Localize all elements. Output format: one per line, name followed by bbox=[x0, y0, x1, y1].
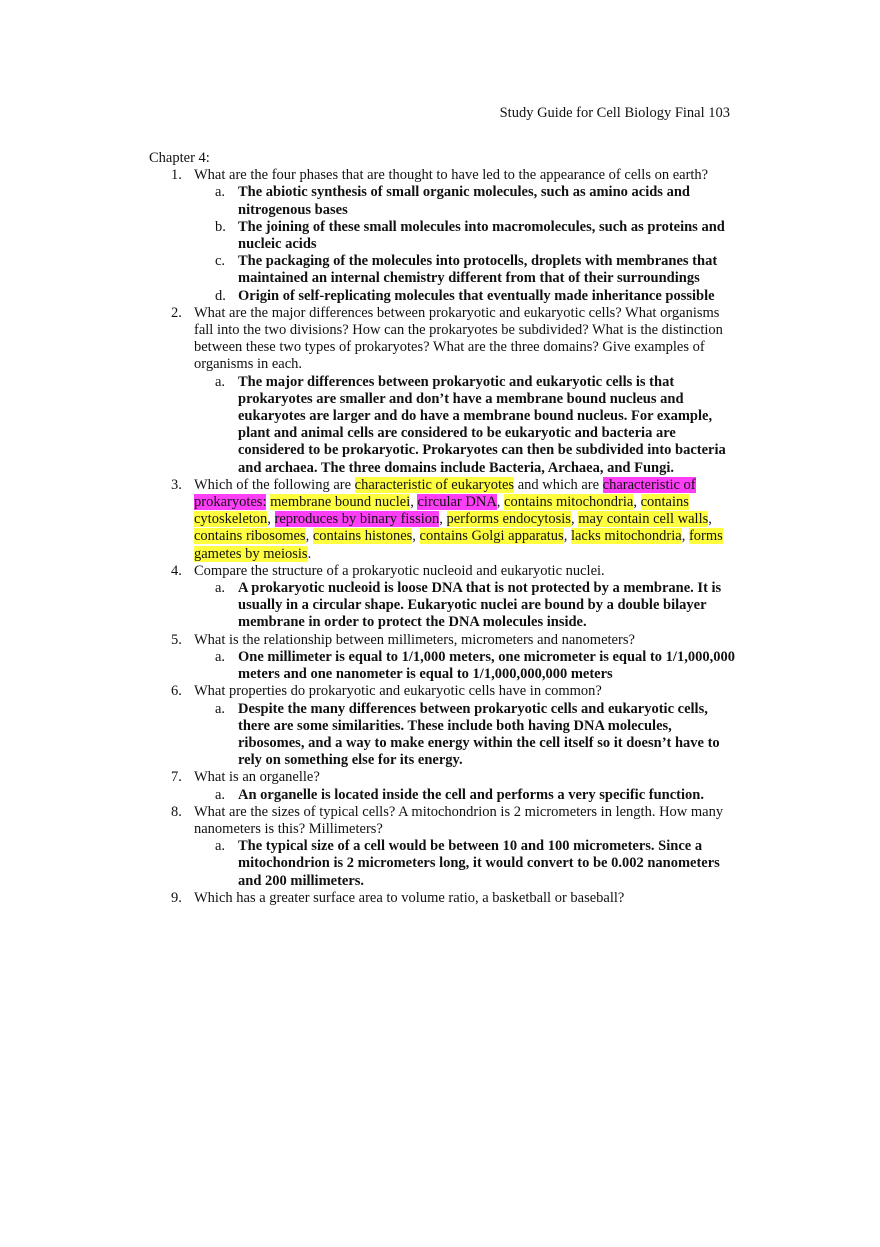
question-item bbox=[149, 477, 737, 563]
answer-text: A prokaryotic nucleoid is loose DNA that is not protected by a membrane. It is usually in a circular shape. Eukaryotic nuclei are bound by a double bilayer membrane in order to protect the DNA molecules inside. bbox=[238, 580, 722, 631]
question-number: 5. bbox=[171, 631, 182, 648]
question-text-segment: , bbox=[563, 528, 571, 545]
question-number: 6. bbox=[171, 683, 182, 700]
highlight-yellow: contains mitochondria bbox=[504, 494, 634, 511]
answer-letter: a. bbox=[215, 786, 226, 803]
answer-list bbox=[194, 701, 737, 770]
highlight-magenta: circular DNA bbox=[417, 494, 497, 511]
question-text: What properties do prokaryotic and eukaryotic cells have in common? bbox=[194, 683, 602, 700]
answer-text: The major differences between prokaryotic and eukaryotic cells is that prokaryotes are smaller and don’t have a membrane bound nucleus and eukaryotes are larger and do have a membrane bound nucleus. For example, plant and animal cells are considered to be eukaryotic and bacteria are considered to be prokaryotic. Prokaryotes can then be subdivided into bacteria and archaea. The three domains include Bacteria, Archaea, and Fungi. bbox=[238, 373, 726, 476]
question-text: What are the major differences between prokaryotic and eukaryotic cells? What organisms fall into the two divisions? How can the prokaryotes be subdivided? What is the distinction between these two types of prokaryotes? What are the three domains? Give examples of organisms in each. bbox=[194, 304, 723, 373]
page-header: Study Guide for Cell Biology Final 103 bbox=[499, 105, 730, 121]
answer-letter: c. bbox=[215, 253, 226, 270]
answer-list bbox=[194, 374, 737, 477]
question-text-segment: , bbox=[439, 511, 447, 528]
question-text: Compare the structure of a prokaryotic nucleoid and eukaryotic nuclei. bbox=[194, 562, 605, 579]
answer-text: Despite the many differences between prokaryotic cells and eukaryotic cells, there are some similarities. These include both having DNA molecules, ribosomes, and a way to make energy within the cell itself so it doesn’t have to rely on something else for its energy. bbox=[238, 700, 720, 769]
highlight-yellow: lacks mitochondria bbox=[570, 528, 682, 545]
highlight-yellow: contains ribosomes bbox=[194, 528, 306, 545]
answer-list bbox=[194, 649, 737, 683]
question-text: What is an organelle? bbox=[194, 769, 320, 786]
answer-letter: a. bbox=[215, 700, 226, 717]
question-text-segment: , bbox=[496, 494, 505, 511]
answer-letter: a. bbox=[215, 580, 226, 597]
question-text-highlighted bbox=[194, 477, 723, 562]
question-text: What are the four phases that are thought to have led to the appearance of cells on earth? bbox=[194, 167, 709, 184]
question-number: 1. bbox=[171, 167, 182, 184]
question-number: 3. bbox=[171, 476, 182, 493]
answer-text: One millimeter is equal to 1/1,000 meters, one micrometer is equal to 1/1,000,000 meters and one nanometer is equal to 1/1,000,000,000 meters bbox=[238, 648, 735, 683]
answer-list bbox=[194, 580, 737, 632]
question-text-segment: , bbox=[708, 511, 712, 528]
highlight-yellow: contains Golgi apparatus bbox=[419, 528, 564, 545]
question-text-segment: , bbox=[633, 494, 641, 511]
question-text: Which has a greater surface area to volume ratio, a basketball or baseball? bbox=[194, 889, 625, 906]
answer-letter: a. bbox=[215, 648, 226, 665]
question-item bbox=[149, 683, 737, 769]
highlight-yellow: forms gametes by meiosis bbox=[194, 528, 723, 562]
question-text-segment: . bbox=[307, 545, 312, 562]
answer-item bbox=[194, 288, 737, 305]
highlight-magenta: reproduces by binary fission bbox=[274, 511, 440, 528]
highlight-yellow: contains cytoskeleton bbox=[194, 494, 689, 528]
question-text-segment: Which of the following are bbox=[194, 476, 355, 493]
question-number: 4. bbox=[171, 562, 182, 579]
question-text-segment: and which are bbox=[514, 476, 603, 493]
question-text-segment: , bbox=[570, 511, 579, 528]
answer-letter: a. bbox=[215, 838, 226, 855]
highlight-yellow: performs endocytosis bbox=[446, 511, 571, 528]
question-text: What is the relationship between millimeters, micrometers and nanometers? bbox=[194, 631, 635, 648]
question-list bbox=[149, 167, 737, 907]
answer-item bbox=[194, 580, 737, 632]
question-text-segment: , bbox=[410, 494, 418, 511]
question-number: 8. bbox=[171, 803, 182, 820]
answer-list bbox=[194, 838, 737, 890]
answer-letter: b. bbox=[215, 218, 226, 235]
answer-item bbox=[194, 649, 737, 683]
answer-item bbox=[194, 219, 737, 253]
question-text-segment: , bbox=[681, 528, 689, 545]
answer-list bbox=[194, 184, 737, 304]
answer-item bbox=[194, 374, 737, 477]
highlight-magenta: characteristic of prokaryotes: bbox=[194, 476, 696, 511]
question-item bbox=[149, 769, 737, 803]
answer-item bbox=[194, 701, 737, 770]
answer-item bbox=[194, 838, 737, 890]
highlight-yellow: may contain cell walls bbox=[578, 511, 709, 528]
question-text-segment: , bbox=[305, 528, 313, 545]
question-number: 2. bbox=[171, 304, 182, 321]
question-item bbox=[149, 305, 737, 477]
question-item bbox=[149, 804, 737, 890]
answer-item bbox=[194, 787, 737, 804]
answer-item bbox=[194, 184, 737, 218]
question-item bbox=[149, 632, 737, 684]
answer-letter: a. bbox=[215, 184, 226, 201]
question-item bbox=[149, 167, 737, 305]
chapter-heading: Chapter 4: bbox=[149, 150, 210, 166]
answer-text: Origin of self-replicating molecules that eventually made inheritance possible bbox=[238, 287, 715, 304]
question-number: 7. bbox=[171, 769, 182, 786]
question-text-segment: , bbox=[412, 528, 420, 545]
question-text: What are the sizes of typical cells? A mitochondrion is 2 micrometers in length. How many nanometers is this? Millimeters? bbox=[194, 803, 724, 837]
answer-text: The packaging of the molecules into protocells, droplets with membranes that maintained an internal chemistry different from that of their surroundings bbox=[238, 253, 718, 287]
answer-item bbox=[194, 253, 737, 287]
answer-letter: a. bbox=[215, 373, 226, 390]
answer-text: The abiotic synthesis of small organic molecules, such as amino acids and nitrogenous bases bbox=[238, 184, 690, 218]
study-guide-content bbox=[149, 150, 737, 907]
question-item bbox=[149, 890, 737, 907]
answer-letter: d. bbox=[215, 287, 226, 304]
highlight-yellow: characteristic of eukaryotes bbox=[354, 476, 515, 493]
question-number: 9. bbox=[171, 889, 182, 906]
answer-text: The typical size of a cell would be between 10 and 100 micrometers. Since a mitochondrion is 2 micrometers long, it would convert to be 0.002 nanometers and 200 millimeters. bbox=[238, 838, 720, 889]
question-item bbox=[149, 563, 737, 632]
highlight-yellow: membrane bound nuclei bbox=[270, 494, 411, 511]
question-text-segment: , bbox=[267, 511, 275, 528]
highlight-yellow: contains histones bbox=[312, 528, 413, 545]
answer-text: An organelle is located inside the cell and performs a very specific function. bbox=[238, 786, 704, 803]
answer-list bbox=[194, 787, 737, 804]
answer-text: The joining of these small molecules into macromolecules, such as proteins and nucleic acids bbox=[238, 218, 725, 253]
